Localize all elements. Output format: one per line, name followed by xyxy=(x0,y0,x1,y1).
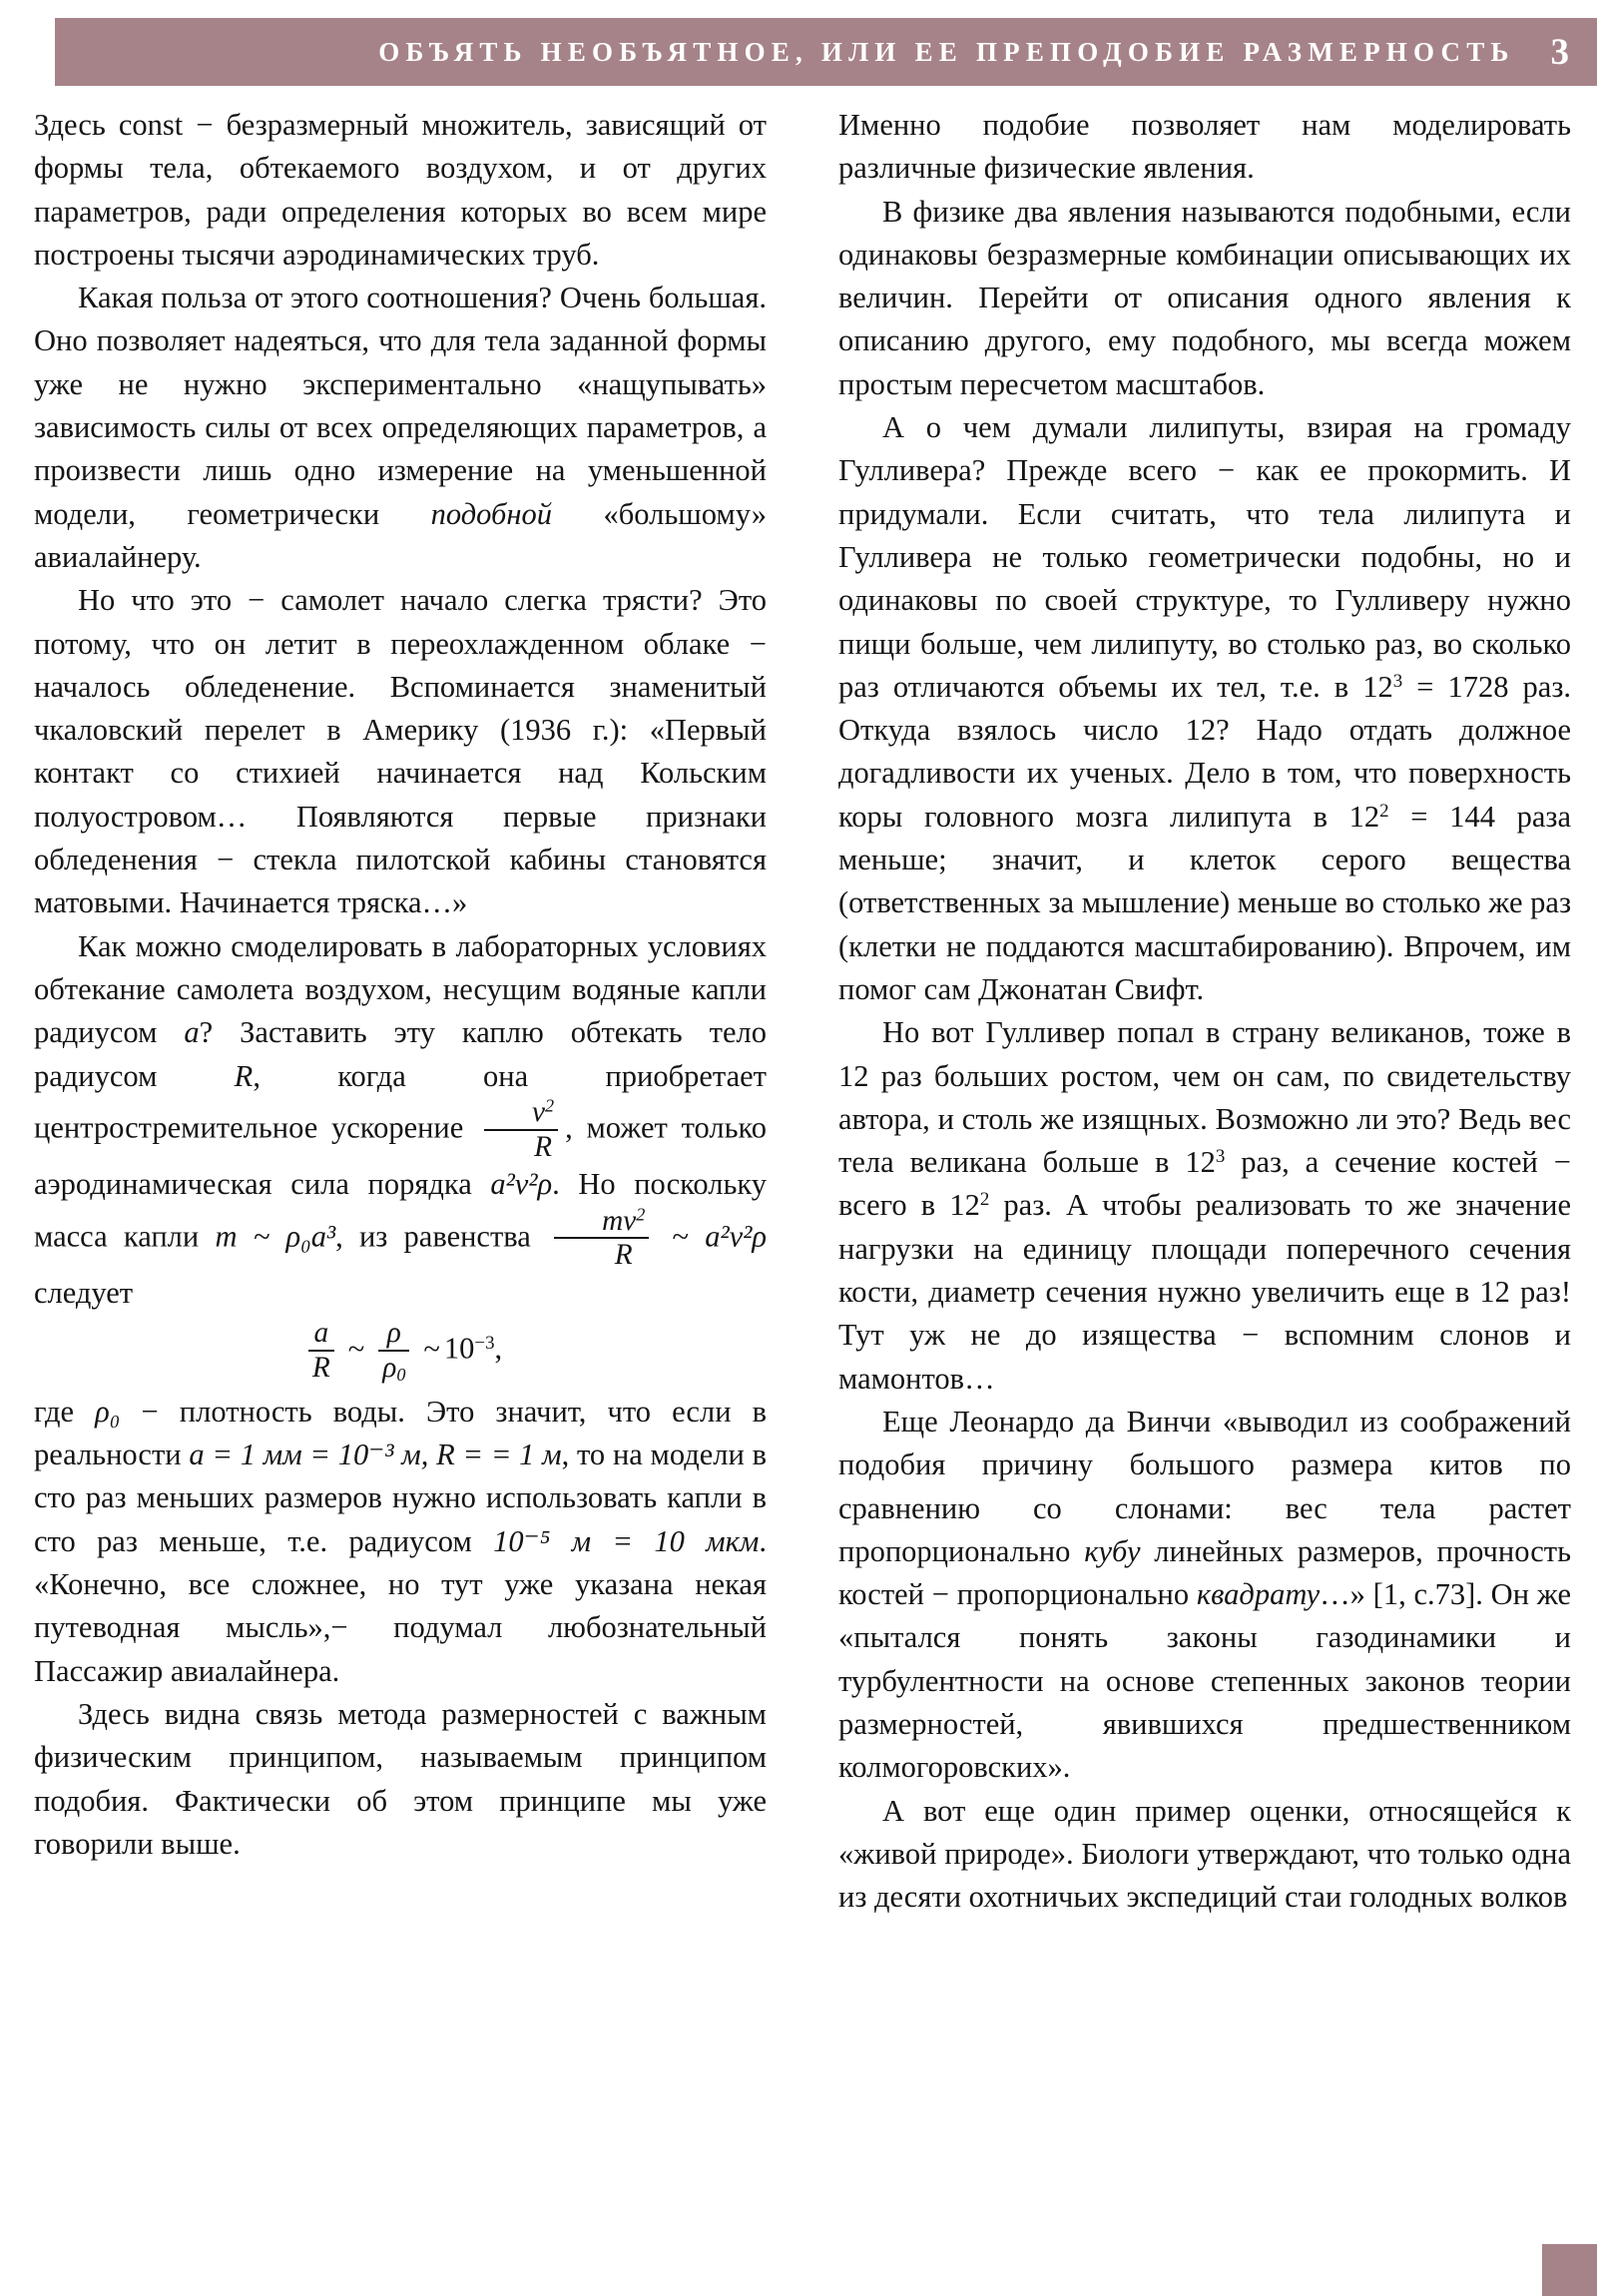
math-base-12: 12 xyxy=(1348,799,1380,834)
paragraph xyxy=(838,1401,1571,1790)
paragraph-text-cont: = 1728 раз. Откуда взялось число 12? Надо отдать должное догадливости их ученых. Дело в том, что поверхность коры головного мозга лилипута в xyxy=(838,669,1571,834)
paragraph-text-cont: . Но поскольку масса капли xyxy=(34,1167,767,1254)
math-value-10: 10 xyxy=(443,1332,475,1367)
paragraph-text: Именно подобие позволяет нам моделировать различные физические явления. xyxy=(838,108,1571,186)
paragraph-text-cont: , когда она приобретает центростремительное ускорение xyxy=(34,1058,767,1145)
fraction-denominator: R xyxy=(554,1237,649,1271)
paragraph-text-cont: раз, а сечение костей − всего в xyxy=(838,1145,1571,1223)
math-exponent: −3 xyxy=(474,1333,495,1355)
paragraph-text-cont: . «Конечно, все сложнее, но тут уже указана некая путеводная мысль»,− подумал любознательный Пассажир авиалайнера. xyxy=(34,1523,767,1688)
math-tilde-icon: ~ xyxy=(423,1332,440,1367)
paragraph xyxy=(838,1790,1571,1920)
paragraph-text: Какая польза от этого соотношения? Очень большая. Оно позволяет надеяться, что для тела заданной формы уже не нужно экспериментально «нащупывать» зависимость силы от всех определяющих параметров, а произвести лишь одно измерение на уменьшенной модели, геометрически xyxy=(34,281,767,531)
paragraph-with-math xyxy=(34,1391,767,1693)
paragraph xyxy=(838,104,1571,191)
fraction-numerator xyxy=(484,1097,558,1129)
fraction-mv2-over-R xyxy=(554,1206,649,1271)
math-var-a: a xyxy=(184,1015,200,1050)
math-exponent: 3 xyxy=(1215,1146,1226,1168)
paragraph-text-cont: раз. А чтобы реализовать то же значение нагрузки на единицу площади поперечного сечения кости, диаметр сечения нужно увеличить еще в 12 раз! Тут уж не до изящества − вспомним слонов и мамонтов… xyxy=(838,1188,1571,1396)
math-numerator-mv: mv xyxy=(602,1204,637,1237)
paragraph-with-math xyxy=(34,925,767,1316)
emphasis-kvadratu: квадрату xyxy=(1196,1577,1321,1612)
fraction-numerator: a xyxy=(313,1317,329,1350)
paragraph xyxy=(34,579,767,924)
paragraph-text: Но что это − самолет начало слегка трясти? Это потому, что он летит в переохлажденном облаке − началось обледенение. Вспоминается знаменитый чкаловский перелет в Америку (1936 г.): «Первый контакт со стихией начинается над Кольским полуостровом… Появляются первые признаки обледенения − стекла пилотской кабины становятся матовыми. Начинается тряска…» xyxy=(34,583,767,920)
paragraph-text-cont: следует xyxy=(34,1276,134,1311)
paragraph-text-cont: ? Заставить эту каплю обтекать тело радиусом xyxy=(34,1015,768,1093)
paragraph-text: Еще Леонардо да Винчи «выводил из соображений подобия причину большого размера китов по сравнению со слонами: вес тела растет пропорционально xyxy=(838,1404,1571,1568)
paragraph-text-cont: , то на модели в сто раз меньших размеров нужно использовать капли в сто раз меньше, т.е. радиусом xyxy=(34,1437,767,1558)
fraction-rho-over-rho0 xyxy=(378,1317,409,1386)
math-var-v: v xyxy=(532,1095,546,1128)
math-base-12: 12 xyxy=(1185,1145,1216,1180)
paragraph-text: где xyxy=(34,1394,96,1429)
math-exponent: 2 xyxy=(1379,800,1389,822)
math-exponent: 2 xyxy=(979,1189,990,1211)
math-base-12: 12 xyxy=(1362,669,1393,704)
left-column xyxy=(34,104,767,2250)
emphasis-podobnoy: подобной xyxy=(430,496,553,531)
math-trailing-comma: , xyxy=(494,1332,503,1367)
paragraph-text-cont: − плотность воды. Это значит, что если в реальности xyxy=(34,1394,768,1472)
paragraph-text-cont: , может только аэродинамическая сила порядка xyxy=(34,1110,767,1202)
math-subscript: 0 xyxy=(396,1365,406,1386)
paragraph xyxy=(34,1693,767,1866)
math-mass-relation: m ~ ρ₀a³ xyxy=(215,1219,336,1254)
paragraph-text-cont: = 144 раза меньше; значит, и клеток серого вещества (ответственных за мышление) меньше во столько же раз (клетки не поддаются масштабированию). Впрочем, им помог сам Джонатан Свифт. xyxy=(838,799,1571,1006)
math-rho: ρ xyxy=(382,1352,397,1385)
paragraph-text-cont: …» [1, с.73]. Он же «пытался понять законы газодинамики и турбулентности на основе степенных законов теории размерностей, явившихся предшественником колмогоровских». xyxy=(838,1577,1571,1785)
math-tilde-icon: ~ xyxy=(347,1332,365,1367)
paragraph-text-cont: , из равенства xyxy=(335,1219,548,1254)
running-header xyxy=(55,18,1597,86)
math-radius-value: 10⁻⁵ м = 10 мкм xyxy=(493,1523,760,1558)
paragraph-text: В физике два явления называются подобными, если одинаковы безразмерные комбинации описывающих их величин. Перейти от описания одного явления к описанию другого, ему подобного, мы всегда можем простым пересчетом масштабов. xyxy=(838,194,1571,401)
math-exponent: 2 xyxy=(636,1204,646,1225)
paragraph-with-math xyxy=(838,406,1571,1011)
emphasis-kubu: кубу xyxy=(1084,1533,1141,1568)
math-values-a-R: a = 1 мм = 10⁻³ м, R = = 1 м xyxy=(189,1437,562,1472)
paragraph-text-cont: линейных размеров, прочность костей − пропорционально xyxy=(838,1533,1571,1612)
math-tilde: ~ xyxy=(656,1219,706,1254)
paragraph xyxy=(838,191,1571,406)
math-exponent: 3 xyxy=(1392,671,1403,693)
paragraph-text-cont: «большому» авиалайнеру. xyxy=(34,496,767,574)
fraction-a-over-R xyxy=(308,1318,334,1383)
paragraph-with-math xyxy=(838,1011,1571,1401)
fraction-numerator xyxy=(554,1206,649,1238)
math-exponent: 2 xyxy=(545,1095,555,1116)
paragraph-text: Здесь видна связь метода размерностей с важным физическим принципом, называемым принципом подобия. Фактически об этом принципе мы уже говорили выше. xyxy=(34,1696,767,1861)
paragraph-text: Здесь const − безразмерный множитель, зависящий от формы тела, обтекаемого воздухом, и от других параметров, ради определения которых во всем мире построены тысячи аэродинамических труб. xyxy=(34,108,767,272)
paragraph xyxy=(34,277,767,579)
right-column xyxy=(838,104,1571,2250)
fraction-numerator: ρ xyxy=(386,1317,401,1350)
math-expr-a2v2rho: a²v²ρ xyxy=(490,1167,553,1202)
corner-mark xyxy=(1542,2244,1597,2296)
running-header-title: ОБЪЯТЬ НЕОБЪЯТНОЕ, ИЛИ ЕЕ ПРЕПОДОБИЕ РАЗМЕРНОСТЬ xyxy=(378,36,1515,67)
math-var-R: R xyxy=(234,1058,254,1093)
paragraph-text: Но вот Гулливер попал в страну великанов, тоже в 12 раз больших ростом, чем он сам, по свидетельству автора, и столь же изящных. Возможно ли это? Ведь вес тела великана больше в xyxy=(838,1015,1571,1180)
fraction-denominator: R xyxy=(308,1350,334,1384)
fraction-denominator xyxy=(378,1350,409,1384)
math-rho-zero: ρ₀ xyxy=(95,1394,121,1429)
paragraph xyxy=(34,104,767,277)
display-equation xyxy=(34,1319,767,1384)
fraction-v2-over-R xyxy=(484,1097,558,1162)
page-number: 3 xyxy=(1550,31,1569,73)
paragraph-text: Как можно смоделировать в лабораторных условиях обтекание самолета воздухом, несущим водяные капли радиусом xyxy=(34,928,767,1050)
body-columns xyxy=(0,104,1597,2250)
fraction-denominator: R xyxy=(484,1129,558,1163)
math-rhs: a²v²ρ xyxy=(705,1219,767,1254)
paragraph-text: А о чем думали лилипуты, взирая на громаду Гулливера? Прежде всего − как ее прокормить. И придумали. Если считать, что тела лилипута и Гулливера не только геометрически подобны, но и одинаковы по своей структуре, то Гулливеру нужно пищи больше, чем лилипуту, во столько раз, во сколько раз отличаются объемы их тел, т.е. в xyxy=(838,410,1571,704)
paragraph-text: А вот еще один пример оценки, относящейся к «живой природе». Биологи утверждают, что только одна из десяти охотничьих экспедиций стаи голодных волков xyxy=(838,1793,1571,1915)
math-base-12: 12 xyxy=(949,1188,980,1223)
